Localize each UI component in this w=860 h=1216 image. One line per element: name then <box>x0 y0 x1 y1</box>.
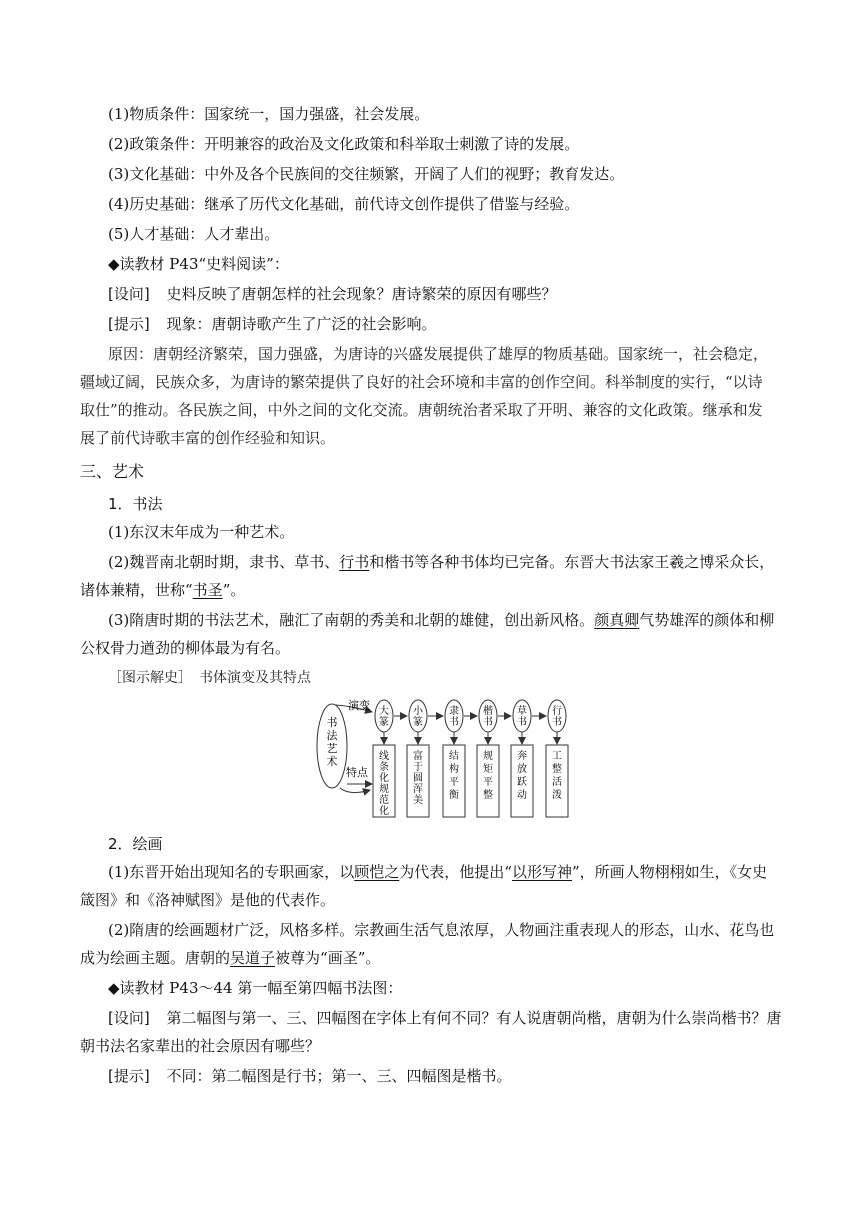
text-run: 和楷书等各种书体均已完备。东晋大书法家王羲之博采众长， <box>369 553 775 571</box>
calligraphy-point-3 <box>108 610 774 630</box>
script-label: 草书 <box>517 706 527 728</box>
feature-label: 奔放跃动 <box>517 751 527 801</box>
keyword-form-to-spirit: 以形写神 <box>511 863 572 881</box>
root-node <box>317 704 347 788</box>
keyword-running-script: 行书 <box>339 553 370 571</box>
text-run: 气势雄浑的颜体和柳 <box>639 611 775 629</box>
answer-tag: [提示] <box>108 1067 150 1085</box>
answer-text: 现象：唐朝诗歌产生了广泛的社会影响。 <box>166 315 437 333</box>
answer-line <box>108 314 437 334</box>
feature-box <box>373 745 395 817</box>
feature-box <box>511 745 533 817</box>
question-line <box>108 284 557 304</box>
reason-line: 疆域辽阔，民族众多，为唐诗的繁荣提供了良好的社会环境和丰富的创作空间。科举制度的实行，“以诗 <box>80 373 763 391</box>
feature-label: 线条化规范化 <box>379 751 389 817</box>
text-run: ”，所画人物栩栩如生，《女史 <box>571 863 768 881</box>
painting-point-2: (2)隋唐的绘画题材广泛，风格多样。宗教画生活气息浓厚，人物画注重表现人的形态，山水、花鸟也 <box>108 921 775 939</box>
text-run: 诸体兼精，世称“ <box>80 581 193 599</box>
cause-policy: (2)政策条件：开明兼容的政治及文化政策和科举取士刺激了诗的发展。 <box>108 135 580 153</box>
script-node <box>548 700 566 732</box>
script-label: 楷书 <box>483 706 493 728</box>
painting-point-1-cont: 箴图》和《洛神赋图》是他的代表作。 <box>80 891 336 909</box>
feature-label: 富于圆浑美 <box>413 751 423 806</box>
script-node <box>375 700 393 732</box>
feature-box <box>443 745 465 817</box>
answer-tag: [提示] <box>108 315 150 333</box>
script-label: 小篆 <box>413 706 423 728</box>
cause-talent: (5)人才基础：人才辈出。 <box>108 225 280 243</box>
cause-culture: (3)文化基础：中外及各个民族间的交往频繁，开阔了人们的视野；教育发达。 <box>108 165 625 183</box>
section-title: 三、艺术 <box>80 462 145 481</box>
calligraphy-point-1: (1)东汉末年成为一种艺术。 <box>108 523 295 541</box>
script-label: 大篆 <box>379 706 389 728</box>
keyword-sage-of-calligraphy: 书圣 <box>192 581 223 599</box>
feature-box <box>477 745 499 817</box>
script-label: 行书 <box>552 706 562 728</box>
calligraphy-point-2 <box>108 552 774 572</box>
answer-text: 不同：第二幅图是行书；第一、三、四幅图是楷书。 <box>166 1067 512 1085</box>
keyword-yan-zhenqing: 颜真卿 <box>594 611 640 629</box>
calligraphy-point-2-cont <box>80 580 245 600</box>
cause-history: (4)历史基础：继承了历代文化基础，前代诗文创作提供了借鉴与经验。 <box>108 195 580 213</box>
reading-heading: ◆读教材 P43～44 第一幅至第四幅书法图： <box>108 979 403 997</box>
question-text: 史料反映了唐朝怎样的社会现象？唐诗繁荣的原因有哪些？ <box>166 285 557 303</box>
question-line <box>108 1008 782 1028</box>
keyword-wu-daozi: 吴道子 <box>230 949 276 967</box>
painting-point-2-cont <box>80 948 380 968</box>
text-run: 为代表，他提出“ <box>399 863 512 881</box>
keyword-gu-kaizhi: 顾恺之 <box>354 863 400 881</box>
evolution-label: 演变 <box>348 699 370 712</box>
reason-line: 展了前代诗歌丰富的创作经验和知识。 <box>80 429 336 447</box>
script-label: 隶书 <box>449 706 459 728</box>
question-text: 第二幅图与第一、三、四幅图在字体上有何不同？有人说唐朝尚楷，唐朝为什么崇尚楷书？唐 <box>166 1009 782 1027</box>
script-node <box>513 700 531 732</box>
text-run: (2)魏晋南北朝时期，隶书、草书、 <box>108 553 340 571</box>
subsection-calligraphy: 1．书法 <box>108 495 163 513</box>
script-node <box>479 700 497 732</box>
diagram-caption: ［图示解史］ 书体演变及其特点 <box>108 670 311 686</box>
feature-label: 特点 <box>346 766 368 779</box>
text-run: (3)隋唐时期的书法艺术，融汇了南朝的秀美和北朝的雄健，创出新风格。 <box>108 611 595 629</box>
subsection-painting: 2．绘画 <box>108 835 163 853</box>
feature-connector <box>340 788 370 793</box>
text-run: 被尊为“画圣”。 <box>275 949 381 967</box>
text-run: (1)东晋开始出现知名的专职画家，以 <box>108 863 355 881</box>
question-tag: [设问] <box>108 285 150 303</box>
script-node <box>409 700 427 732</box>
answer-line <box>108 1066 512 1086</box>
feature-label: 规矩平整 <box>483 751 493 801</box>
calligraphy-point-3-cont: 公权骨力遒劲的柳体最为有名。 <box>80 639 291 657</box>
feature-box <box>407 745 429 817</box>
root-label: 书法艺术 <box>326 716 338 768</box>
reading-heading: ◆读教材 P43“史料阅读”： <box>108 255 289 273</box>
question-tag: [设问] <box>108 1009 150 1027</box>
question-line-cont: 朝书法名家辈出的社会原因有哪些？ <box>80 1037 321 1055</box>
evolution-connector <box>336 705 372 712</box>
feature-label: 结构平衡 <box>449 751 459 801</box>
feature-box <box>546 745 568 817</box>
script-node <box>445 700 463 732</box>
feature-label: 工整活泼 <box>552 751 562 801</box>
reason-line: 原因：唐朝经济繁荣，国力强盛，为唐诗的兴盛发展提供了雄厚的物质基础。国家统一，社会稳定， <box>108 345 769 363</box>
text-run: 成为绘画主题。唐朝的 <box>80 949 231 967</box>
text-run: ”。 <box>222 581 246 599</box>
cause-material: (1)物质条件：国家统一，国力强盛，社会发展。 <box>108 105 430 123</box>
painting-point-1 <box>108 862 767 882</box>
reason-line: 取仕”的推动。各民族之间，中外之间的文化交流。唐朝统治者采取了开明、兼容的文化政策。继承和发 <box>80 401 763 419</box>
